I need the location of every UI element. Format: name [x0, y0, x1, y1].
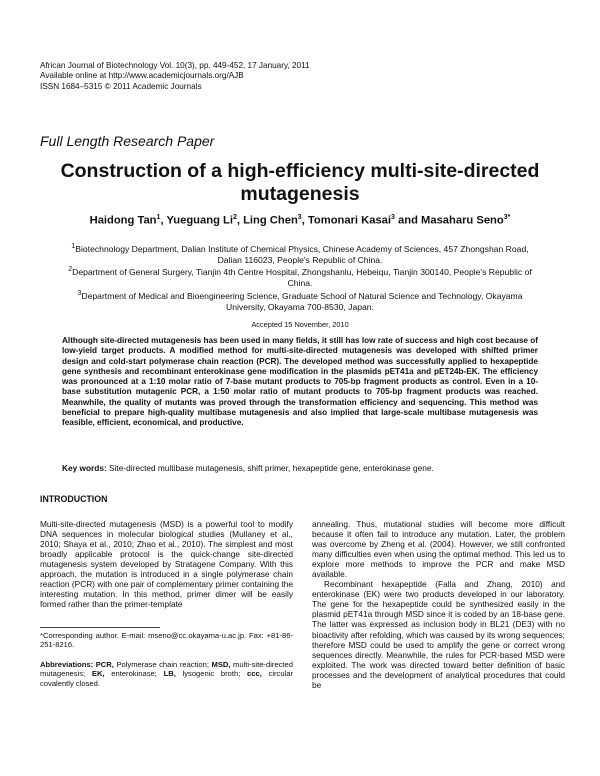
paragraph: Recombinant hexapeptide (Falla and Zhang, 2010) and enterokinase (EK) were two products developed in our laboratory. The gene for the hexapeptide could be synthesized easily in the plasmid pET41a through MSD since it is coded by an 18-base gene. The latter was expressed as inclusion body in BL21 (DE3) with no bioactivity after refolding, which was caused by its wrong sequences; therefore MSD could be used to amplify the gene or correct wrong sequences directly. Meanwhile, the rules for PCR-based MSD were exploited. The work was directed toward better definition of basic processes and the development of analytical procedures that could be: [312, 579, 565, 690]
author-name: Yueguang Li: [166, 214, 233, 227]
author-conjunction: and: [394, 214, 422, 227]
author-name: Haidong Tan: [89, 214, 157, 227]
abstract: Although site-directed mutagenesis has been used in many fields, it still has low rate of success and high cost because of low-yield target products. A modified method for multi-site-directed mutagenesis was developed with shifted primer design and cold-start polymerase chain reaction (PCR). The developed method was successfully applied to hexapeptide gene synthesis and recombinant enterokinase gene modification in the plasmids pET41a and pET24b-EK. The efficiency was pronounced at a 1:10 molar ratio of 7-base mutant products to 705-bp fragment products as control. Even in a 10-base substitution mutagenic PCR, a 1:50 molar ratio of mutant products to 705-bp fragment products was reached. Meanwhile, the quality of mutants was proved through the transformation efficiency and sequencing. This method was beneficial to prepare high-quality multibase mutagenesis and also implied that large-scale multibase mutagenesis was feasible, efficient, economical, and productive.: [62, 336, 538, 428]
keywords-text: Site-directed multibase mutagenesis, shift primer, hexapeptide gene, enterokinase gene.: [109, 463, 434, 473]
author-list: [40, 214, 560, 227]
footnote-divider: [40, 627, 160, 628]
corresponding-author-note: *Corresponding author. E-mail: mseno@cc.okayama-u.ac.jp. Fax: +81-86-251-8216.: [40, 631, 293, 650]
author-name: Tomonari Kasai: [307, 214, 392, 227]
author-separator: ,: [301, 214, 308, 227]
paper-title: [40, 160, 560, 206]
journal-issn: ISSN 1684–5315 © 2011 Academic Journals: [40, 81, 202, 91]
body-right-column: [312, 519, 565, 690]
affiliation-3: $^3$Department of Medical and Bioengineering Science, Graduate School of Natural Science and Technology, Okayama University, Okayama 700-8530, Japan.: [77, 290, 523, 312]
author-name: Ling Chen: [243, 214, 298, 227]
affiliation-2: $^2$Department of General Surgery, Tianjin 4th Centre Hospital, Zhongshanlu, Hebeiqu, Tianjin 300140, People's Republic of China.: [68, 266, 532, 288]
author-separator: ,: [160, 214, 167, 227]
author-affiliation-mark: 1: [156, 214, 161, 221]
keywords: [62, 463, 538, 473]
paragraph: annealing. Thus, mutational studies will become more difficult because it often fail to introduce any mutation. Later, the problem was overcome by Zheng et al. (2004). However, we still confronted many difficulties even when using the optimal method. This led us to explore more methods to improve the PCR and make MSD available.: [312, 519, 565, 580]
body-left-column: [40, 519, 293, 609]
journal-url-line: Available online at http://www.academicjournals.org/AJB: [40, 71, 244, 81]
author-affiliation-mark: 3*: [503, 214, 511, 221]
author-name: Masaharu Seno: [421, 214, 504, 227]
accepted-date: Accepted 15 November, 2010: [251, 320, 349, 329]
keywords-label: Key words:: [62, 463, 107, 473]
title-line-2: mutagenesis: [240, 183, 360, 205]
affiliation-1: $^1$Biotechnology Department, Dalian Institute of Chemical Physics, Chinese Academy of Sciences, 457 Zhongshan Road, Dalian 116023, People's Republic of China.: [71, 243, 529, 265]
journal-header: [40, 61, 310, 92]
journal-citation: African Journal of Biotechnology Vol. 10(3), pp. 449-452, 17 January, 2011: [40, 61, 310, 70]
abbreviations-note: Abbreviations: PCR, Polymerase chain reaction; MSD, multi-site-directed mutagenesis; EK, enterokinase; LB, lysogenic broth; ccc, circular covalently closed.: [40, 660, 294, 688]
author-affiliation-mark: 2: [232, 214, 237, 221]
author-affiliation-mark: 3: [297, 214, 302, 221]
paragraph: Multi-site-directed mutagenesis (MSD) is a powerful tool to modify DNA sequences in molecular biological studies (Mullaney et al., 2010; Shaya et al., 2010; Zhao et al., 2010). The simplest and most broadly applicable protocol is the quick-change site-directed mutagenesis system developed by Stratagene Company. With this approach, the mutation is introduced in a single polymerase chain reaction (PCR) with one pair of complementary primer containing the interesting mutation. In this method, primer dimer will be easily formed rather than the primer-template: [40, 519, 293, 610]
corresponding-author-mark: *: [507, 214, 511, 221]
affiliation-number: 1: [71, 243, 76, 250]
affiliation-number: 3: [77, 290, 82, 297]
author-separator: ,: [236, 214, 244, 227]
section-heading-introduction: INTRODUCTION: [40, 494, 108, 504]
title-line-1: Construction of a high-efficiency multi-site-directed: [60, 160, 540, 182]
author-affiliation-mark: 3: [391, 214, 395, 221]
paper-type: Full Length Research Paper: [40, 133, 215, 149]
affiliation-number: 2: [68, 266, 73, 273]
